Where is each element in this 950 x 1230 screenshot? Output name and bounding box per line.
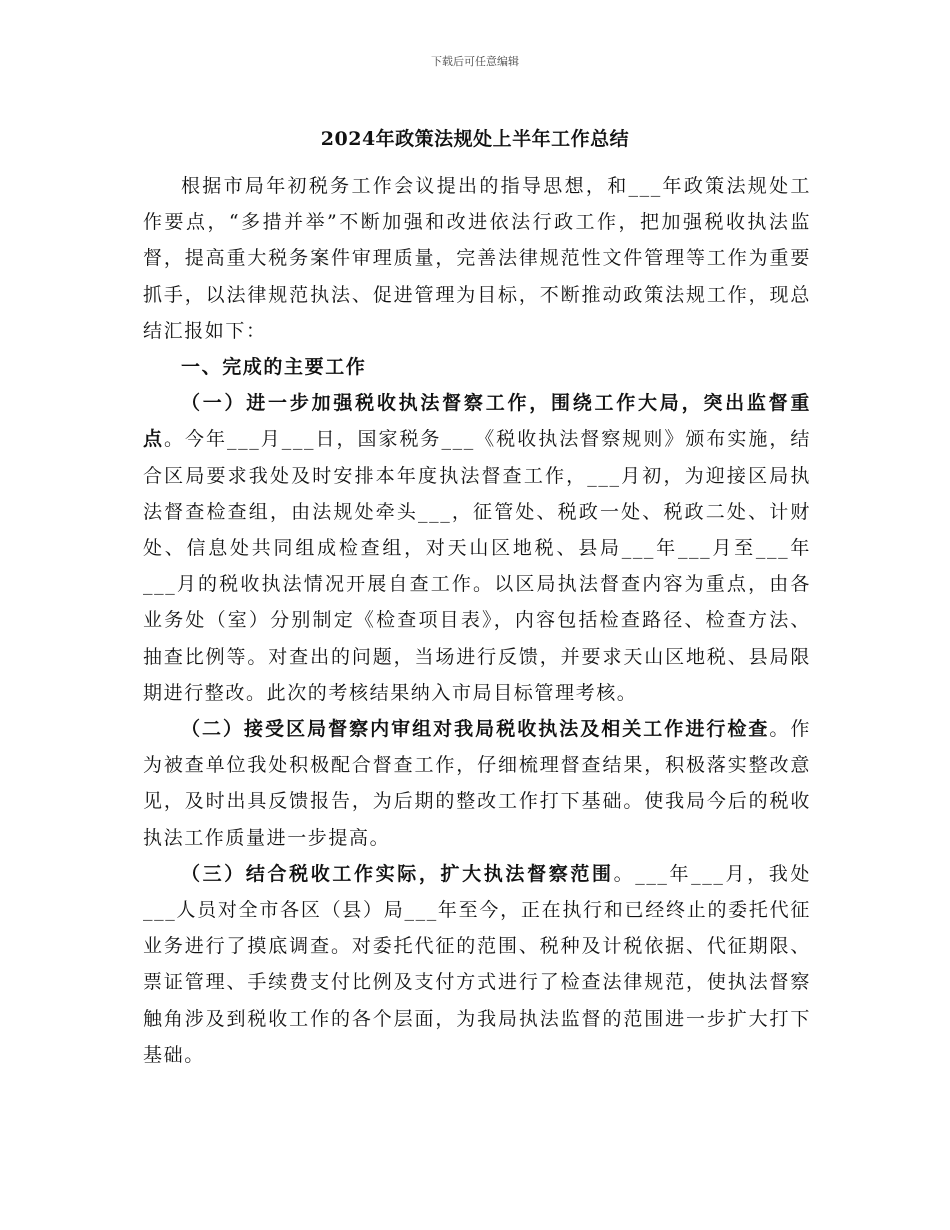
item-paragraph-3 bbox=[143, 856, 811, 1073]
item-text-1: 。今年___月___日，国家税务___《税收执法督察规则》颁布实施，结合区局要求我处及时安排本年度执法督查工作，___月初，为迎接区局执法督查检查组，由法规处牵头___，征管处、税政一处、税政二处、计财处、信息处共同组成检查组，对天山区地税、县局___年___月至___年___月的税收执法情况开展自查工作。以区局执法督查内容为重点，由各业务处（室）分别制定《检查项目表》，内容包括检查路径、检查方法、抽查比例等。对查出的问题，当场进行反馈，并要求天山区地税、县局限期进行整改。此次的考核结果纳入市局目标管理考核。 bbox=[143, 428, 811, 704]
item-paragraph-2 bbox=[143, 711, 811, 856]
intro-paragraph: 根据市局年初税务工作会议提出的指导思想，和___年政策法规处工作要点，“多措并举”不断加强和改进依法行政工作，把加强税收执法监督，提高重大税务案件审理质量，完善法律规范性文件管理等工作为重要抓手，以法律规范执法、促进管理为目标，不断推动政策法规工作，现总结汇报如下： bbox=[143, 175, 811, 342]
item-paragraph-1 bbox=[143, 385, 811, 711]
header-note: 下载后可任意编辑 bbox=[431, 55, 519, 68]
item-text-2: 。作为被查单位我处积极配合督查工作，仔细梳理督查结果，积极落实整改意见，及时出具反馈报告，为后期的整改工作打下基础。使我局今后的税收执法工作质量进一步提高。 bbox=[143, 718, 811, 849]
section-heading-main-work: 一、完成的主要工作 bbox=[181, 356, 367, 379]
item-lead-1: （一）进一步加强税收执法督察工作，围绕工作大局，突出监督重点 bbox=[143, 392, 811, 451]
item-lead-2: （二）接受区局督察内审组对我局税收执法及相关工作进行检查 bbox=[181, 718, 770, 741]
item-lead-3: （三）结合税收工作实际，扩大执法督察范围 bbox=[181, 862, 614, 885]
document-title: 2024年政策法规处上半年工作总结 bbox=[320, 128, 630, 150]
item-text-3: 。___年___月，我处___人员对全市各区（县）局___年至今，正在执行和已经终止的委托代征业务进行了摸底调查。对委托代征的范围、税种及计税依据、代征期限、票证管理、手续费支付比例及支付方式进行了检查法律规范，使执法督察触角涉及到税收工作的各个层面，为我局执法监督的范围进一步扩大打下基础。 bbox=[143, 862, 811, 1066]
document-body bbox=[143, 168, 811, 1073]
